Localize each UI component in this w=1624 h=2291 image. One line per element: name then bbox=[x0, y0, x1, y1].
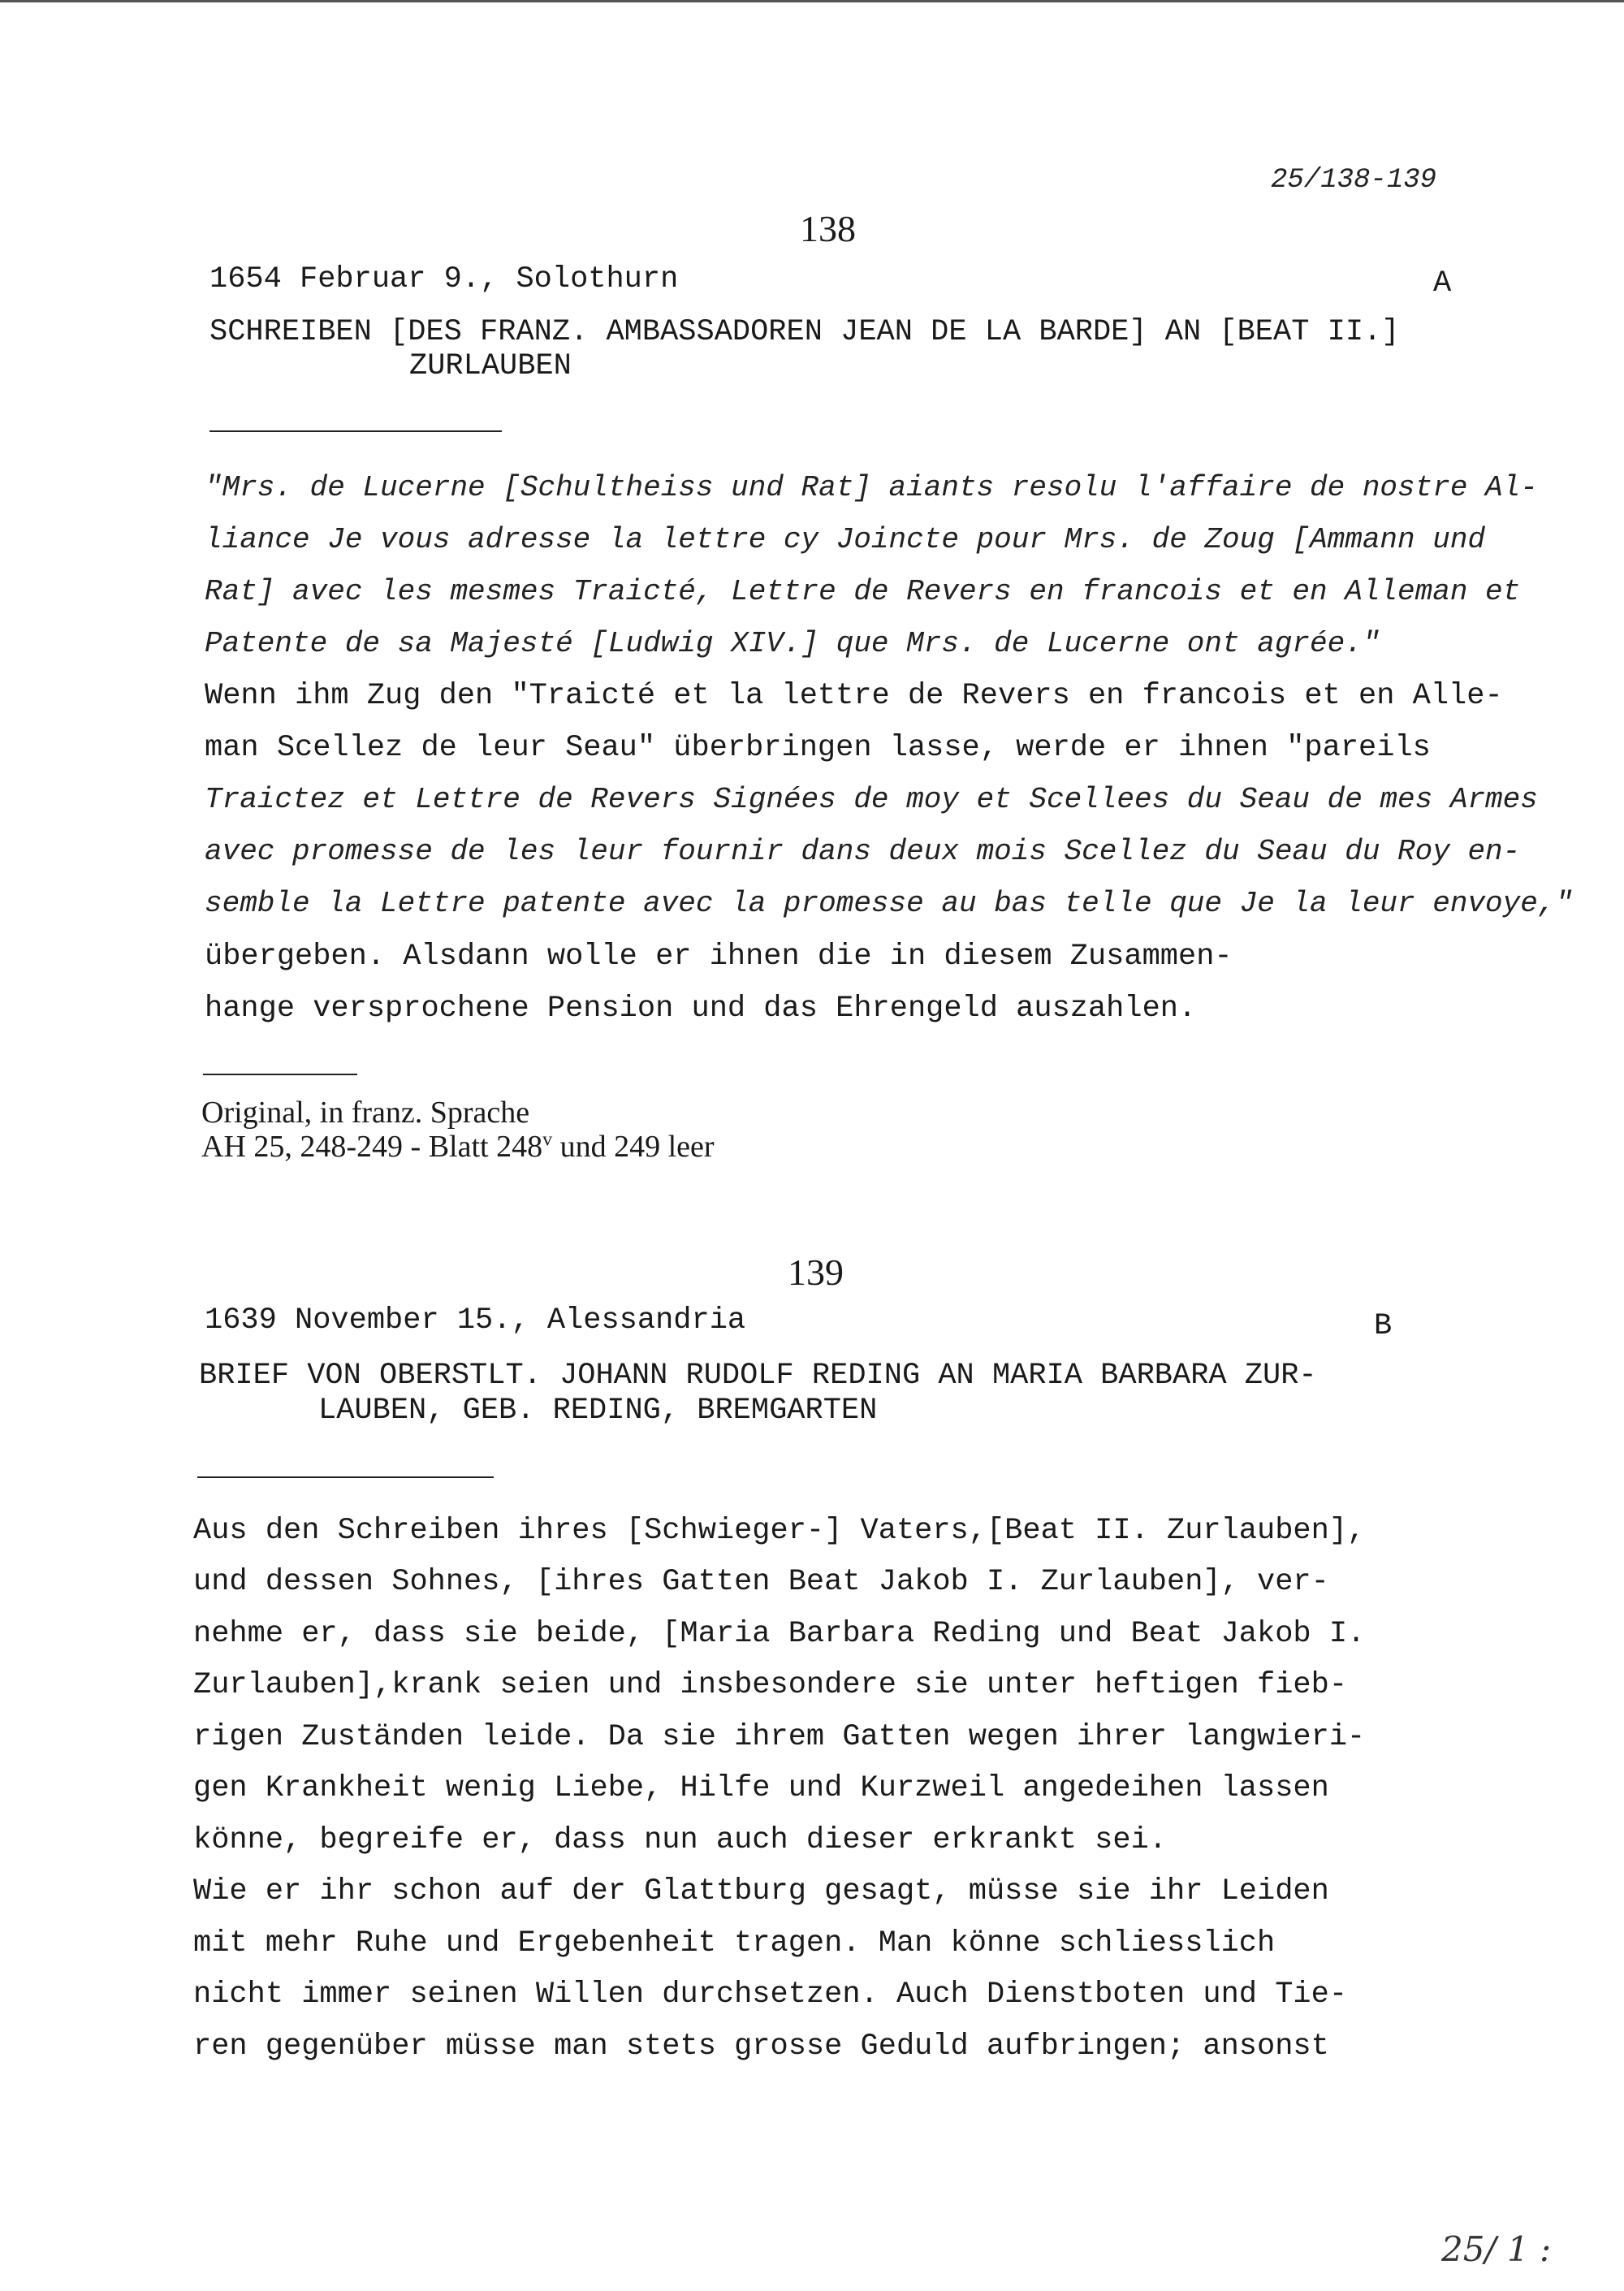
entry-139-line: nicht immer seinen Willen durchsetzen. Auch Dienstboten und Tie- bbox=[193, 1978, 1348, 2012]
entry-138-line: Traictez et Lettre de Revers Signées de moy et Scellees du Seau de mes Armes bbox=[205, 783, 1538, 816]
entry-139-line: Aus den Schreiben ihres [Schwieger-] Vaters,[Beat II. Zurlauben], bbox=[193, 1514, 1366, 1548]
entry-138-source-line1: Original, in franz. Sprache bbox=[201, 1096, 530, 1130]
entry-139-date-place: 1639 November 15., Alessandria bbox=[205, 1303, 746, 1338]
entry-138-source-note: und 249 leer bbox=[552, 1130, 715, 1164]
entry-138-heading-line1: SCHREIBEN [DES FRANZ. AMBASSADOREN JEAN DE LA BARDE] AN [BEAT II.] bbox=[209, 315, 1400, 349]
page-reference: 25/138-139 bbox=[1271, 165, 1437, 196]
entry-139-line: nehme er, dass sie beide, [Maria Barbara Reding und Beat Jakob I. bbox=[193, 1617, 1366, 1651]
entry-138-line: avec promesse de les leur fournir dans deux mois Scellez du Seau du Roy en- bbox=[205, 835, 1521, 868]
entry-139-heading-rule bbox=[197, 1476, 494, 1478]
entry-138-heading-line2: ZURLAUBEN bbox=[409, 349, 572, 383]
entry-139-line: rigen Zuständen leide. Da sie ihrem Gatten wegen ihrer langwieri- bbox=[193, 1720, 1366, 1754]
entry-139-letter: B bbox=[1374, 1309, 1393, 1343]
entry-138-heading-rule bbox=[209, 430, 502, 432]
entry-138-date-place: 1654 Februar 9., Solothurn bbox=[209, 262, 679, 296]
entry-139-heading-line2: LAUBEN, GEB. REDING, BREMGARTEN bbox=[318, 1394, 878, 1428]
entry-138-line: "Mrs. de Lucerne [Schultheiss und Rat] aiants resolu l'affaire de nostre Al- bbox=[205, 471, 1538, 504]
entry-138-source-rule bbox=[203, 1074, 357, 1075]
entry-138-number: 138 bbox=[800, 208, 856, 249]
entry-138-line: man Scellez de leur Seau" überbringen lasse, werde er ihnen "pareils bbox=[205, 731, 1431, 765]
handwritten-page-mark: 25/ 1 : bbox=[1441, 2229, 1552, 2269]
entry-139-line: mit mehr Ruhe und Ergebenheit tragen. Man könne schliesslich bbox=[193, 1926, 1276, 1960]
entry-138-source-ref: AH 25, 248-249 - Blatt 248 bbox=[201, 1130, 543, 1164]
entry-139-line: Wie er ihr schon auf der Glattburg gesagt, müsse sie ihr Leiden bbox=[193, 1874, 1329, 1908]
entry-139-line: Zurlauben],krank seien und insbesondere sie unter heftigen fieb- bbox=[193, 1668, 1348, 1702]
entry-139-line: und dessen Sohnes, [ihres Gatten Beat Jakob I. Zurlauben], ver- bbox=[193, 1565, 1329, 1599]
entry-138-letter: A bbox=[1433, 266, 1452, 300]
entry-138-line: übergeben. Alsdann wolle er ihnen die in diesem Zusammen- bbox=[205, 940, 1233, 974]
entry-138-line: Wenn ihm Zug den "Traicté et la lettre de Revers en francois et en Alle- bbox=[205, 679, 1503, 713]
entry-139-line: könne, begreife er, dass nun auch dieser erkrankt sei. bbox=[193, 1823, 1167, 1857]
entry-139-number: 139 bbox=[788, 1251, 844, 1293]
entry-138-line: Patente de sa Majesté [Ludwig XIV.] que Mrs. de Lucerne ont agrée." bbox=[205, 627, 1380, 660]
scan-edge bbox=[0, 0, 1624, 2]
entry-138-line: liance Je vous adresse la lettre cy Joincte pour Mrs. de Zoug [Ammann und bbox=[205, 523, 1486, 556]
entry-138-source-line2 bbox=[201, 1129, 715, 1165]
entry-138-line: semble la Lettre patente avec la promesse au bas telle que Je la leur envoye," bbox=[205, 887, 1574, 920]
entry-139-line: ren gegenüber müsse man stets grosse Geduld aufbringen; ansonst bbox=[193, 2029, 1329, 2064]
entry-138-line: Rat] avec les mesmes Traicté, Lettre de Revers en francois et en Alleman et bbox=[205, 575, 1521, 608]
entry-138-source-verso: v bbox=[542, 1129, 553, 1151]
entry-138-line: hange versprochene Pension und das Ehrengeld auszahlen. bbox=[205, 992, 1197, 1026]
entry-139-line: gen Krankheit wenig Liebe, Hilfe und Kurzweil angedeihen lassen bbox=[193, 1771, 1329, 1805]
entry-139-heading-line1: BRIEF VON OBERSTLT. JOHANN RUDOLF REDING AN MARIA BARBARA ZUR- bbox=[199, 1359, 1317, 1393]
